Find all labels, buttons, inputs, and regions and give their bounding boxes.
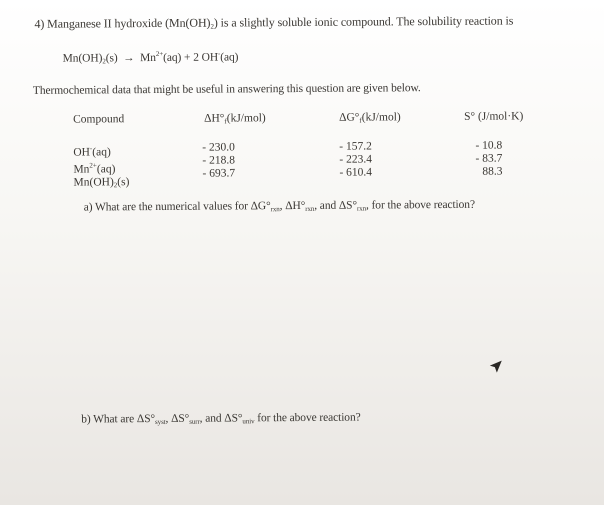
gibbs-value: - 223.4	[339, 153, 373, 166]
reactant: Mn(OH)	[62, 52, 103, 65]
entropy-column	[464, 140, 502, 179]
gibbs-symbol: ΔG°	[339, 111, 360, 124]
part-b-sub: surr	[189, 417, 200, 426]
part-b-text: , ΔS°	[165, 412, 190, 425]
compound-manganese-hydroxide	[73, 176, 129, 192]
hydroxide-charge: -	[217, 49, 221, 58]
entropy-value: - 83.7	[475, 152, 503, 165]
compound-charge: 2+	[89, 161, 97, 170]
enthalpy-unit: (kJ/mol)	[226, 112, 266, 125]
part-b-text: for the above reaction?	[254, 411, 361, 425]
compound-base: OH	[73, 146, 90, 159]
header-subscript: 2	[210, 22, 214, 31]
compound-base: Mn(OH)	[73, 176, 114, 189]
compound-state: (aq)	[96, 163, 116, 176]
enthalpy-symbol: ΔH°	[204, 112, 225, 125]
reactant-subscript: 2	[102, 57, 106, 66]
compound-column	[73, 142, 129, 192]
gibbs-column	[339, 140, 372, 179]
gibbs-value: - 157.2	[339, 140, 372, 153]
header-compound: Compound	[73, 113, 125, 126]
question-part-a	[84, 199, 475, 215]
part-a-text: , ΔH°	[279, 199, 306, 213]
enthalpy-subscript: f	[224, 117, 227, 126]
compound-state: (s)	[117, 176, 130, 189]
part-a-sub: rxn	[305, 204, 315, 213]
compound-manganese-ion	[73, 159, 129, 176]
product-manganese: Mn	[140, 52, 156, 65]
enthalpy-value: - 218.8	[202, 154, 236, 167]
mouse-pointer-icon	[488, 359, 504, 375]
compound-base: Mn	[73, 163, 90, 176]
entropy-value: 88.3	[482, 165, 503, 178]
compound-charge: -	[89, 144, 93, 153]
hydroxide-state: (aq)	[220, 51, 239, 64]
part-a-text: a) What are the numerical values for ΔG°	[83, 200, 271, 214]
header-text-end: ) is a slightly soluble ionic compound. The solubility reaction is	[213, 13, 514, 30]
part-b-sub: univ	[242, 417, 255, 426]
header-text: Manganese II hydroxide (Mn(OH)	[47, 15, 211, 31]
reaction-arrow-icon: →	[123, 52, 135, 65]
compound-hydroxide	[73, 142, 129, 159]
header-enthalpy	[204, 112, 266, 125]
gibbs-value: - 610.4	[339, 166, 373, 179]
reactant-state: (s)	[105, 52, 118, 65]
intro-text: Thermochemical data that might be useful in answering this question are given below.	[32, 82, 421, 97]
question-header	[34, 14, 513, 32]
product-charge: 2+	[155, 49, 164, 59]
part-a-text: , for the above reaction?	[365, 198, 475, 212]
reaction-equation	[63, 49, 239, 65]
part-a-text: , and ΔS°	[314, 199, 358, 212]
part-b-text: b) What are ΔS°	[81, 413, 156, 426]
entropy-value: - 10.8	[475, 139, 503, 152]
part-a-sub: rxn	[356, 204, 367, 213]
part-b-sub: syst	[155, 417, 166, 427]
question-part-b	[81, 412, 361, 427]
gibbs-unit: (kJ/mol)	[361, 111, 401, 124]
compound-state: (aq)	[92, 146, 111, 159]
compound-subscript: 2	[113, 181, 118, 190]
part-a-sub: rxn	[270, 205, 280, 214]
header-entropy: S° (J/mol·K)	[464, 110, 524, 123]
enthalpy-value: - 230.0	[202, 141, 235, 154]
enthalpy-column	[202, 141, 235, 180]
part-b-text: , and ΔS°	[199, 412, 243, 425]
enthalpy-value: - 693.7	[202, 167, 236, 180]
header-gibbs	[339, 111, 401, 124]
product-state: (aq) + 2 OH	[163, 51, 219, 64]
question-number: 4)	[34, 16, 45, 31]
gibbs-subscript: f	[359, 116, 362, 125]
